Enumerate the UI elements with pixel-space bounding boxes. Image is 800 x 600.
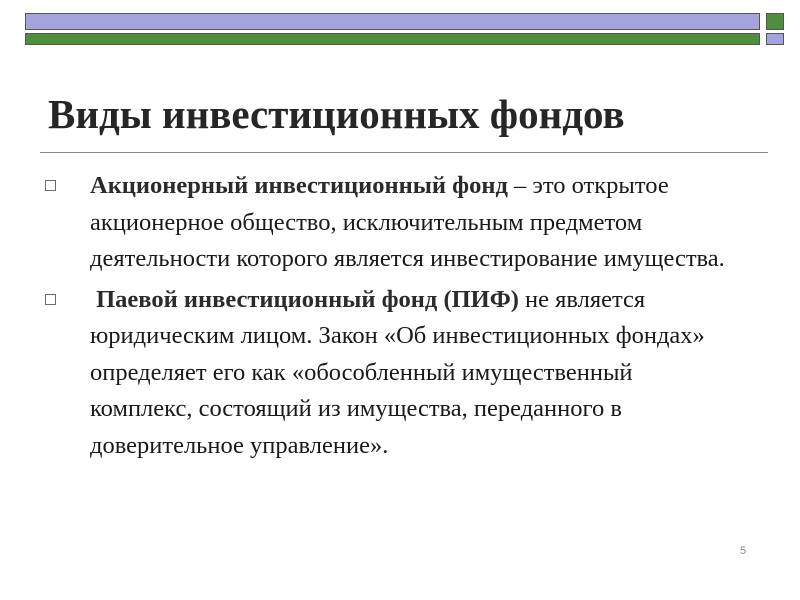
bullet-text: не является юридическим лицом. Закон «Об инвестиционных фондах» определяет его как «обособленный имущественный комплекс, состоящий из имущества, переданного в доверительное управление». (90, 285, 705, 459)
slide-title: Виды инвестиционных фондов (48, 91, 625, 137)
bullet-list (40, 168, 740, 464)
header-bar-green (25, 33, 760, 45)
corner-square-purple (766, 33, 784, 45)
corner-square-green (766, 13, 784, 30)
bullet-item-joint-stock-fund (40, 168, 740, 278)
title-divider (40, 152, 768, 153)
bullet-term: Акционерный инвестиционный фонд (90, 172, 508, 199)
bullet-text: – это открытое акционерное общество, исключительным предметом деятельности которого является инвестирование имущества. (90, 172, 725, 272)
hollow-square-bullet-icon (45, 294, 56, 305)
bullet-term: Паевой инвестиционный фонд (ПИФ) (96, 285, 519, 313)
hollow-square-bullet-icon (45, 180, 56, 191)
header-bar-purple (25, 13, 760, 30)
bullet-item-unit-fund (40, 282, 740, 465)
slide-number: 5 (740, 545, 747, 557)
